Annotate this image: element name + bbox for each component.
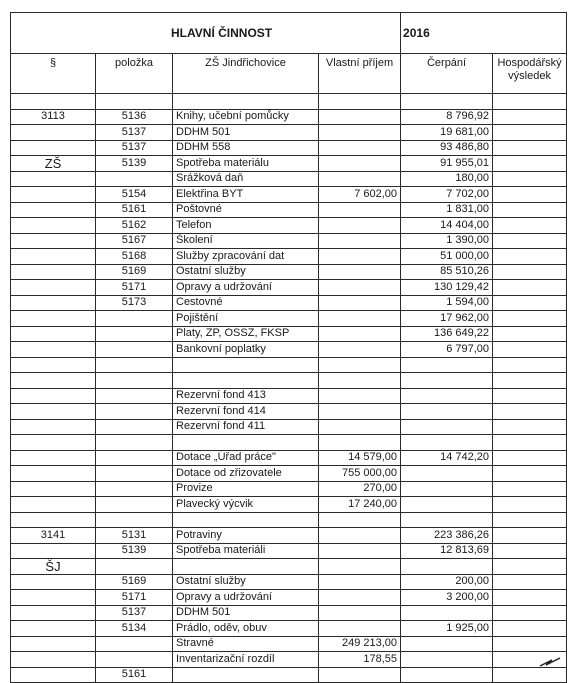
own-income-cell <box>319 667 401 683</box>
table-row <box>11 342 567 358</box>
item-code-cell: 5169 <box>96 574 173 590</box>
item-code-cell <box>96 404 173 420</box>
item-code-cell: 5137 <box>96 605 173 621</box>
section-cell <box>11 667 96 683</box>
section-cell <box>11 264 96 280</box>
table-row <box>11 357 567 373</box>
table-row <box>11 125 567 141</box>
result-cell <box>493 125 567 141</box>
table-row <box>11 202 567 218</box>
item-code-cell <box>96 652 173 668</box>
result-cell <box>493 218 567 234</box>
own-income-cell <box>319 280 401 296</box>
result-cell <box>493 497 567 513</box>
table-row <box>11 605 567 621</box>
result-cell <box>493 187 567 203</box>
result-cell <box>493 605 567 621</box>
table-row <box>11 466 567 482</box>
spending-cell <box>401 435 493 451</box>
section-cell <box>11 171 96 187</box>
item-name-cell: DDHM 501 <box>173 125 319 141</box>
result-cell <box>493 388 567 404</box>
item-name-cell: Školení <box>173 233 319 249</box>
table-row <box>11 171 567 187</box>
table-row <box>11 140 567 156</box>
item-name-cell <box>173 512 319 528</box>
spending-cell: 19 681,00 <box>401 125 493 141</box>
item-code-cell: 5168 <box>96 249 173 265</box>
item-name-cell: Telefon <box>173 218 319 234</box>
result-cell <box>493 481 567 497</box>
table-row <box>11 280 567 296</box>
item-name-cell: Potraviny <box>173 528 319 544</box>
spending-cell <box>401 605 493 621</box>
table-row <box>11 481 567 497</box>
item-name-cell: Opravy a udržování <box>173 590 319 606</box>
own-income-cell <box>319 404 401 420</box>
result-cell <box>493 636 567 652</box>
own-income-cell: 249 213,00 <box>319 636 401 652</box>
own-income-cell <box>319 621 401 637</box>
table-row <box>11 109 567 125</box>
section-cell <box>11 357 96 373</box>
table-row <box>11 218 567 234</box>
item-name-cell: Prádlo, oděv, obuv <box>173 621 319 637</box>
spending-cell <box>401 497 493 513</box>
header-row <box>11 54 567 94</box>
spending-cell: 14 742,20 <box>401 450 493 466</box>
section-cell <box>11 373 96 389</box>
section-cell <box>11 636 96 652</box>
section-cell <box>11 280 96 296</box>
spending-cell: 1 831,00 <box>401 202 493 218</box>
budget-table <box>10 12 567 683</box>
result-cell <box>493 264 567 280</box>
spending-cell: 85 510,26 <box>401 264 493 280</box>
section-cell <box>11 450 96 466</box>
table-row <box>11 388 567 404</box>
item-name-cell: Srážková daň <box>173 171 319 187</box>
spending-cell <box>401 404 493 420</box>
section-cell <box>11 543 96 559</box>
result-cell <box>493 249 567 265</box>
result-cell <box>493 590 567 606</box>
item-code-cell <box>96 388 173 404</box>
own-income-cell <box>319 109 401 125</box>
title-row <box>11 13 567 54</box>
item-code-cell: 5161 <box>96 667 173 683</box>
item-name-cell <box>173 373 319 389</box>
spending-cell <box>401 512 493 528</box>
own-income-cell <box>319 264 401 280</box>
table-row <box>11 652 567 668</box>
result-cell <box>493 109 567 125</box>
item-code-cell <box>96 357 173 373</box>
section-cell <box>11 512 96 528</box>
table-row <box>11 621 567 637</box>
own-income-cell <box>319 574 401 590</box>
item-code-cell <box>96 497 173 513</box>
result-cell <box>493 512 567 528</box>
spending-cell <box>401 667 493 683</box>
result-cell <box>493 528 567 544</box>
section-cell: 3113 <box>11 109 96 125</box>
spending-cell: 180,00 <box>401 171 493 187</box>
own-income-cell <box>319 233 401 249</box>
item-code-cell <box>96 373 173 389</box>
table-row <box>11 187 567 203</box>
result-cell <box>493 156 567 172</box>
result-cell <box>493 280 567 296</box>
spending-cell: 12 813,69 <box>401 543 493 559</box>
section-cell: 3141 <box>11 528 96 544</box>
item-name-cell: Provize <box>173 481 319 497</box>
item-name-cell: Cestovné <box>173 295 319 311</box>
result-cell <box>493 559 567 575</box>
item-name-cell: Dotace „Úřad práce" <box>173 450 319 466</box>
own-income-cell <box>319 357 401 373</box>
table-row <box>11 311 567 327</box>
item-name-cell: Pojištění <box>173 311 319 327</box>
item-code-cell <box>96 435 173 451</box>
spending-cell <box>401 357 493 373</box>
item-name-cell: Ostatní služby <box>173 264 319 280</box>
section-cell <box>11 342 96 358</box>
section-cell <box>11 311 96 327</box>
section-cell <box>11 187 96 203</box>
sheet-year: 2016 <box>403 25 430 40</box>
item-name-cell <box>173 94 319 110</box>
item-code-cell: 5137 <box>96 125 173 141</box>
item-code-cell <box>96 481 173 497</box>
spending-cell: 7 702,00 <box>401 187 493 203</box>
table-row <box>11 636 567 652</box>
own-income-cell <box>319 125 401 141</box>
section-cell <box>11 125 96 141</box>
table-row <box>11 559 567 575</box>
item-code-cell: 5161 <box>96 202 173 218</box>
section-cell <box>11 295 96 311</box>
section-cell <box>11 94 96 110</box>
result-cell <box>493 574 567 590</box>
table-row <box>11 450 567 466</box>
table-row <box>11 590 567 606</box>
table-row <box>11 497 567 513</box>
own-income-cell <box>319 528 401 544</box>
item-code-cell: 5134 <box>96 621 173 637</box>
spending-cell <box>401 466 493 482</box>
item-code-cell <box>96 171 173 187</box>
pen-mark <box>538 656 564 668</box>
header-result: Hospodářský výsledek <box>493 54 567 94</box>
header-own-income: Vlastní příjem <box>319 54 401 94</box>
own-income-cell <box>319 202 401 218</box>
result-cell <box>493 326 567 342</box>
spending-cell: 3 200,00 <box>401 590 493 606</box>
spending-cell <box>401 373 493 389</box>
spending-cell: 91 955,01 <box>401 156 493 172</box>
table-row <box>11 667 567 683</box>
item-code-cell <box>96 636 173 652</box>
section-cell <box>11 621 96 637</box>
item-code-cell <box>96 466 173 482</box>
own-income-cell <box>319 94 401 110</box>
item-code-cell <box>96 419 173 435</box>
own-income-cell <box>319 156 401 172</box>
own-income-cell: 7 602,00 <box>319 187 401 203</box>
result-cell <box>493 357 567 373</box>
section-cell <box>11 326 96 342</box>
section-cell <box>11 481 96 497</box>
spending-cell: 136 649,22 <box>401 326 493 342</box>
spending-cell <box>401 94 493 110</box>
table-row <box>11 404 567 420</box>
spending-cell <box>401 559 493 575</box>
item-code-cell: 5173 <box>96 295 173 311</box>
result-cell <box>493 435 567 451</box>
own-income-cell: 270,00 <box>319 481 401 497</box>
table-row <box>11 574 567 590</box>
table-row <box>11 528 567 544</box>
item-name-cell: Elektřina BYT <box>173 187 319 203</box>
own-income-cell: 755 000,00 <box>319 466 401 482</box>
own-income-cell <box>319 295 401 311</box>
item-code-cell <box>96 94 173 110</box>
section-cell <box>11 233 96 249</box>
item-code-cell: 5167 <box>96 233 173 249</box>
spending-cell: 1 390,00 <box>401 233 493 249</box>
item-code-cell <box>96 342 173 358</box>
section-cell <box>11 590 96 606</box>
section-cell <box>11 419 96 435</box>
section-cell <box>11 466 96 482</box>
spending-cell: 200,00 <box>401 574 493 590</box>
own-income-cell <box>319 388 401 404</box>
section-cell: ŠJ <box>11 559 96 575</box>
section-cell: ZŠ <box>11 156 96 172</box>
table-row <box>11 419 567 435</box>
item-name-cell <box>173 357 319 373</box>
own-income-cell <box>319 249 401 265</box>
item-code-cell <box>96 512 173 528</box>
sheet-title: HLAVNÍ ČINNOST <box>171 25 273 40</box>
own-income-cell <box>319 342 401 358</box>
result-cell <box>493 543 567 559</box>
own-income-cell <box>319 590 401 606</box>
item-name-cell <box>173 559 319 575</box>
own-income-cell <box>319 140 401 156</box>
spending-cell: 17 962,00 <box>401 311 493 327</box>
item-name-cell: Spotřeba materiálu <box>173 156 319 172</box>
item-name-cell: DDHM 501 <box>173 605 319 621</box>
sheet-year-cell <box>401 13 567 54</box>
table-row <box>11 94 567 110</box>
item-name-cell: Rezervní fond 413 <box>173 388 319 404</box>
item-name-cell: Poštovné <box>173 202 319 218</box>
table-row <box>11 156 567 172</box>
item-code-cell: 5171 <box>96 590 173 606</box>
section-cell <box>11 652 96 668</box>
own-income-cell: 14 579,00 <box>319 450 401 466</box>
spending-cell: 8 796,92 <box>401 109 493 125</box>
own-income-cell <box>319 326 401 342</box>
header-section: § <box>11 54 96 94</box>
item-name-cell: Rezervní fond 414 <box>173 404 319 420</box>
table-body <box>11 13 567 683</box>
item-code-cell <box>96 311 173 327</box>
result-cell <box>493 373 567 389</box>
section-cell <box>11 435 96 451</box>
item-name-cell: Platy, ZP, OSSZ, FKSP <box>173 326 319 342</box>
item-code-cell: 5136 <box>96 109 173 125</box>
item-name-cell: Inventarizační rozdíl <box>173 652 319 668</box>
section-cell <box>11 497 96 513</box>
header-school: ZŠ Jindřichovice <box>173 54 319 94</box>
own-income-cell <box>319 543 401 559</box>
item-name-cell: Bankovní poplatky <box>173 342 319 358</box>
item-code-cell <box>96 559 173 575</box>
table-row <box>11 295 567 311</box>
item-name-cell: Služby zpracování dat <box>173 249 319 265</box>
table-row <box>11 435 567 451</box>
spending-cell: 93 486,80 <box>401 140 493 156</box>
budget-sheet <box>10 12 566 681</box>
spending-cell <box>401 419 493 435</box>
item-name-cell: Plavecký výcvik <box>173 497 319 513</box>
header-spending: Čerpání <box>401 54 493 94</box>
table-row <box>11 249 567 265</box>
item-name-cell <box>173 435 319 451</box>
item-name-cell: Dotace od zřizovatele <box>173 466 319 482</box>
table-row <box>11 264 567 280</box>
item-name-cell <box>173 667 319 683</box>
own-income-cell <box>319 171 401 187</box>
header-item: položka <box>96 54 173 94</box>
own-income-cell <box>319 311 401 327</box>
item-name-cell: Knihy, učební pomůcky <box>173 109 319 125</box>
own-income-cell: 178,55 <box>319 652 401 668</box>
result-cell <box>493 466 567 482</box>
spending-cell <box>401 481 493 497</box>
own-income-cell <box>319 512 401 528</box>
sheet-title-cell <box>11 13 401 54</box>
spending-cell: 51 000,00 <box>401 249 493 265</box>
result-cell <box>493 450 567 466</box>
section-cell <box>11 605 96 621</box>
table-row <box>11 326 567 342</box>
item-name-cell: Opravy a udržování <box>173 280 319 296</box>
item-name-cell: Stravné <box>173 636 319 652</box>
item-name-cell: Rezervní fond 411 <box>173 419 319 435</box>
own-income-cell <box>319 419 401 435</box>
item-code-cell: 5154 <box>96 187 173 203</box>
section-cell <box>11 140 96 156</box>
spending-cell: 1 594,00 <box>401 295 493 311</box>
section-cell <box>11 574 96 590</box>
result-cell <box>493 311 567 327</box>
result-cell <box>493 667 567 683</box>
item-code-cell <box>96 326 173 342</box>
spending-cell: 1 925,00 <box>401 621 493 637</box>
result-cell <box>493 202 567 218</box>
own-income-cell <box>319 373 401 389</box>
item-code-cell: 5139 <box>96 543 173 559</box>
table-row <box>11 543 567 559</box>
result-cell <box>493 233 567 249</box>
item-code-cell: 5171 <box>96 280 173 296</box>
spending-cell <box>401 636 493 652</box>
item-code-cell: 5139 <box>96 156 173 172</box>
item-name-cell: Ostatní služby <box>173 574 319 590</box>
own-income-cell: 17 240,00 <box>319 497 401 513</box>
spending-cell: 6 797,00 <box>401 342 493 358</box>
own-income-cell <box>319 218 401 234</box>
own-income-cell <box>319 559 401 575</box>
result-cell <box>493 94 567 110</box>
table-row <box>11 373 567 389</box>
result-cell <box>493 419 567 435</box>
item-code-cell <box>96 450 173 466</box>
item-code-cell: 5169 <box>96 264 173 280</box>
spending-cell: 130 129,42 <box>401 280 493 296</box>
result-cell <box>493 295 567 311</box>
item-name-cell: DDHM 558 <box>173 140 319 156</box>
item-code-cell: 5137 <box>96 140 173 156</box>
result-cell <box>493 404 567 420</box>
spending-cell: 14 404,00 <box>401 218 493 234</box>
section-cell <box>11 218 96 234</box>
result-cell <box>493 171 567 187</box>
result-cell <box>493 140 567 156</box>
section-cell <box>11 388 96 404</box>
item-code-cell: 5131 <box>96 528 173 544</box>
spending-cell <box>401 652 493 668</box>
spending-cell <box>401 388 493 404</box>
own-income-cell <box>319 435 401 451</box>
table-row <box>11 233 567 249</box>
item-code-cell: 5162 <box>96 218 173 234</box>
result-cell <box>493 621 567 637</box>
spending-cell: 223 386,26 <box>401 528 493 544</box>
section-cell <box>11 249 96 265</box>
section-cell <box>11 404 96 420</box>
item-name-cell: Spotřeba materiáli <box>173 543 319 559</box>
table-row <box>11 512 567 528</box>
own-income-cell <box>319 605 401 621</box>
result-cell <box>493 342 567 358</box>
section-cell <box>11 202 96 218</box>
